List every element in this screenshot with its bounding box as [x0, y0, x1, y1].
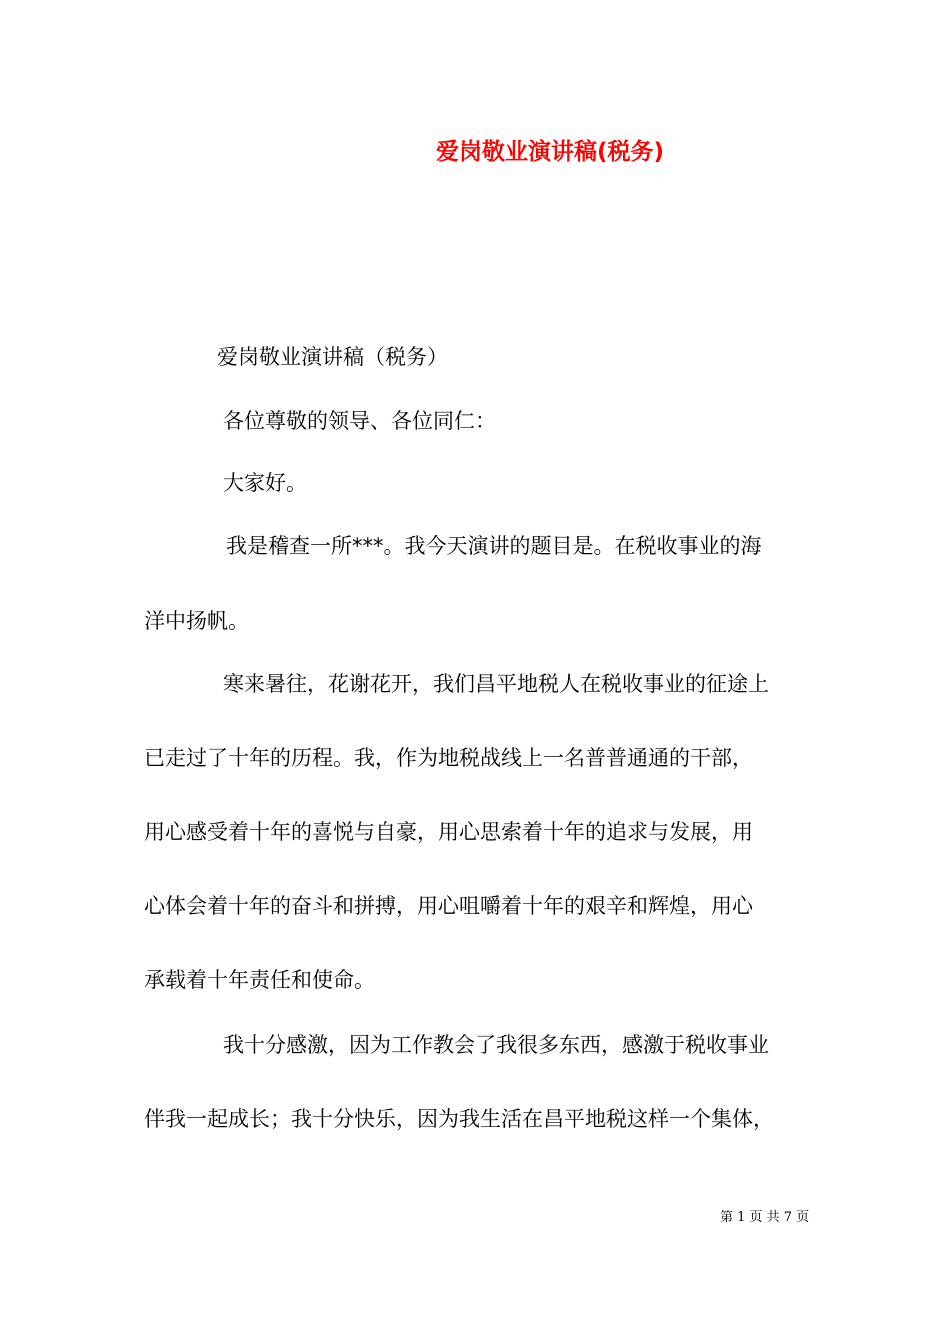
body-line-para3-1: 我十分感激，因为工作教会了我很多东西，感激于税收事业 — [223, 1033, 769, 1057]
document-title: 爱岗敬业演讲稿(税务) — [435, 139, 665, 165]
page-number: 第 1 页 共 7 页 — [720, 1210, 810, 1225]
body-line-para3-2: 伴我一起成长；我十分快乐，因为我生活在昌平地税这样一个集体， — [144, 1107, 774, 1131]
body-line-heading: 爱岗敬业演讲稿（税务） — [217, 345, 448, 369]
body-line-para2-2: 已走过了十年的历程。我，作为地税战线上一名普普通通的干部， — [144, 746, 753, 770]
body-line-para2-5: 承载着十年责任和使命。 — [144, 968, 375, 992]
body-line-intro: 我是稽查一所***。我今天演讲的题目是。在税收事业的海 — [226, 534, 762, 558]
body-line-intro-cont: 洋中扬帆。 — [144, 609, 249, 633]
body-line-greeting: 大家好。 — [223, 471, 307, 495]
body-line-para2-4: 心体会着十年的奋斗和拼搏，用心咀嚼着十年的艰辛和辉煌，用心 — [144, 894, 753, 918]
body-line-salutation: 各位尊敬的领导、各位同仁： — [223, 409, 496, 433]
body-line-para2-1: 寒来暑往，花谢花开，我们昌平地税人在税收事业的征途上 — [223, 672, 769, 696]
body-line-para2-3: 用心感受着十年的喜悦与自豪，用心思索着十年的追求与发展，用 — [144, 820, 753, 844]
